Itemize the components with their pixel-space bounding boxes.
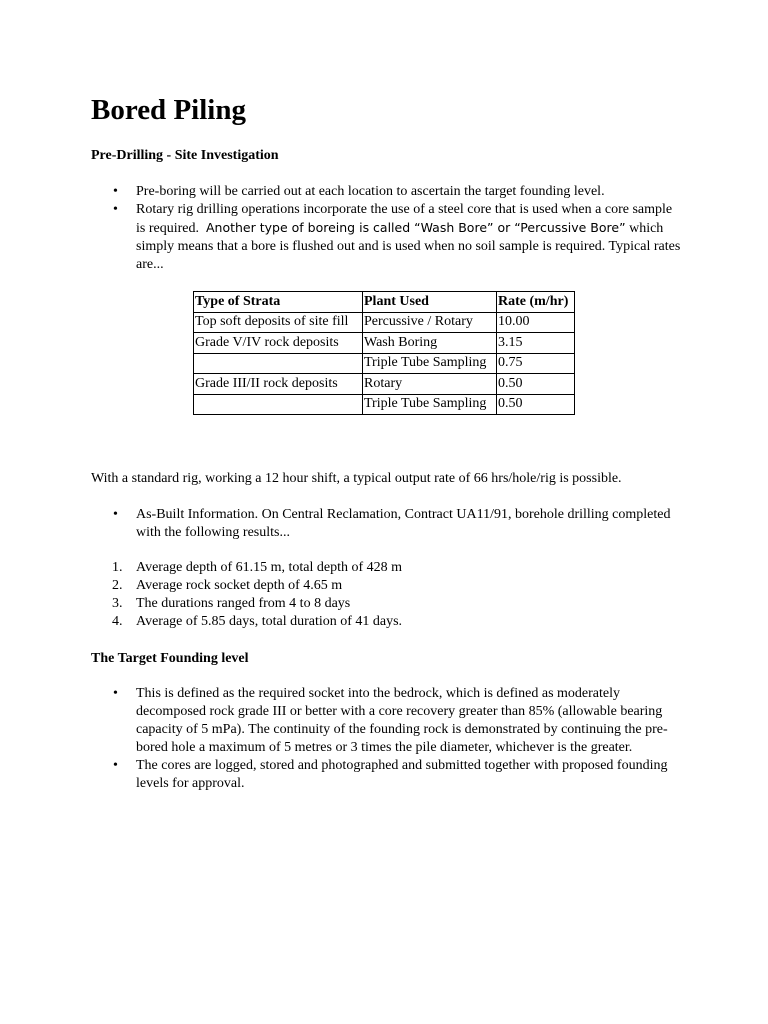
table-cell: Triple Tube Sampling	[363, 394, 497, 415]
column-header: Type of Strata	[194, 292, 363, 313]
table-row	[194, 394, 575, 415]
list-item	[91, 201, 681, 274]
list-item	[91, 183, 681, 201]
table-cell: 3.15	[497, 333, 575, 354]
list-text: The durations ranged from 4 to 8 days	[136, 596, 351, 611]
bullet-text-tail: which simply means that a bore is flushed out and is used when no soil sample is required. Typical rates are...	[136, 221, 681, 272]
list-item	[91, 595, 681, 613]
table-row	[194, 374, 575, 395]
list-number: 3.	[112, 596, 123, 611]
results-numbered-list	[91, 559, 681, 631]
page-title: Bored Piling	[91, 94, 246, 126]
bullet-text: Rotary rig drilling operations incorporate the use of a steel core that is used when a core sample is required.	[136, 202, 673, 236]
column-header: Plant Used	[363, 292, 497, 313]
table-cell: Wash Boring	[363, 333, 497, 354]
list-text: Average of 5.85 days, total duration of 41 days.	[136, 614, 403, 629]
table-cell: Percussive / Rotary	[363, 312, 497, 333]
table-row	[194, 333, 575, 354]
table-cell: Grade V/IV rock deposits	[194, 333, 363, 354]
section-heading-predrilling: Pre-Drilling - Site Investigation	[91, 148, 279, 163]
table-cell: 0.75	[497, 353, 575, 374]
target-bullet-list	[91, 685, 681, 793]
bullet-text: The cores are logged, stored and photographed and submitted together with proposed founding levels for approval.	[136, 758, 668, 791]
bullet-text: Pre-boring will be carried out at each location to ascertain the target founding level.	[136, 184, 605, 199]
list-item	[91, 577, 681, 595]
list-number: 1.	[112, 560, 123, 575]
table-cell	[194, 353, 363, 374]
list-item	[91, 685, 681, 757]
table-cell: Top soft deposits of site fill	[194, 312, 363, 333]
bullet-text: As-Built Information. On Central Reclamation, Contract UA11/91, borehole drilling completed with the following results...	[136, 507, 671, 540]
table-cell: Grade III/II rock deposits	[194, 374, 363, 395]
list-item	[91, 506, 681, 542]
table-row	[194, 312, 575, 333]
asbuilt-bullet-list	[91, 506, 681, 542]
predrilling-bullet-list	[91, 183, 681, 274]
list-text: Average depth of 61.15 m, total depth of 428 m	[136, 560, 403, 575]
strata-rates-table	[193, 291, 575, 415]
table-cell: Rotary	[363, 374, 497, 395]
table-header-row	[194, 292, 575, 313]
table-cell: 0.50	[497, 394, 575, 415]
section-heading-target-founding: The Target Founding level	[91, 651, 249, 666]
list-number: 2.	[112, 578, 123, 593]
table-cell: 0.50	[497, 374, 575, 395]
column-header: Rate (m/hr)	[497, 292, 575, 313]
bullet-text-sans: Another type of boreing is called “Wash Bore” or “Percussive Bore”	[205, 220, 626, 235]
table-row	[194, 353, 575, 374]
list-number: 4.	[112, 614, 123, 629]
table-cell	[194, 394, 363, 415]
table-cell: 10.00	[497, 312, 575, 333]
list-item	[91, 613, 681, 631]
table-cell: Triple Tube Sampling	[363, 353, 497, 374]
output-rate-paragraph: With a standard rig, working a 12 hour shift, a typical output rate of 66 hrs/hole/rig is possible.	[91, 471, 622, 486]
list-item	[91, 757, 681, 793]
bullet-text: This is defined as the required socket into the bedrock, which is defined as moderately decomposed rock grade III or better with a core recovery greater than 85% (allowable bearing capacity of 5 mPa). The continuity of the founding rock is demonstrated by continuing the pre-bored hole a maximum of 5 metres or 3 times the pile diameter, whichever is the greater.	[136, 686, 668, 755]
list-item	[91, 559, 681, 577]
list-text: Average rock socket depth of 4.65 m	[136, 578, 343, 593]
